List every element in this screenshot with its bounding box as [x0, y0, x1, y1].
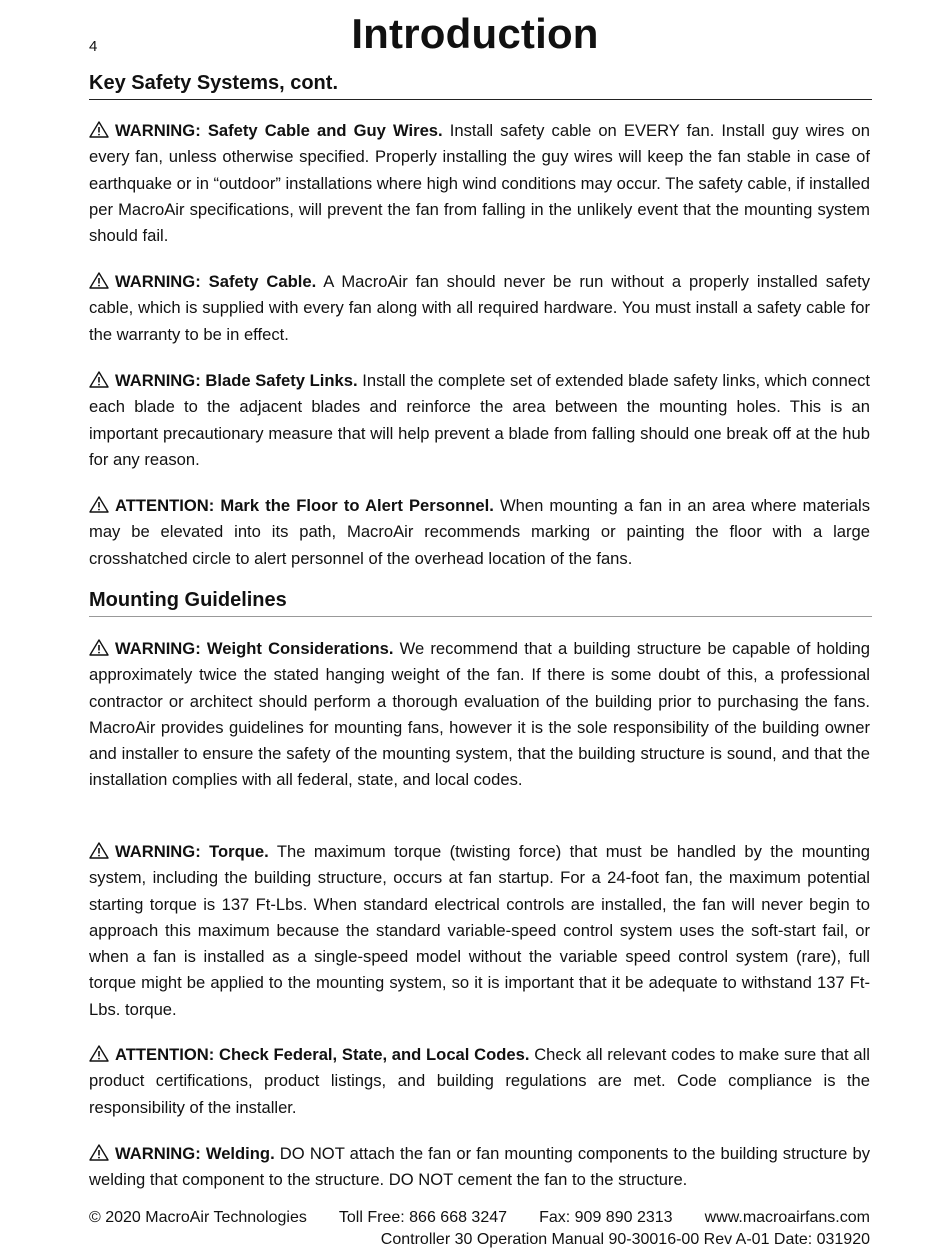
warning-triangle-icon [89, 1044, 109, 1061]
page-title: Introduction [351, 10, 599, 57]
notice-label: ATTENTION: Check Federal, State, and Local Codes. [115, 1045, 530, 1064]
safety-notice-check-codes [89, 1042, 870, 1121]
notice-text: When mounting a fan in an area where materials may be elevated into its path, MacroAir recommends marking or painting the floor with a large crosshatched circle to alert personnel of the overhead location of the fans. [89, 496, 871, 568]
safety-notice-mark-the-floor [89, 493, 870, 572]
section-heading-mounting-guidelines: Mounting Guidelines [89, 589, 872, 617]
notice-text: The maximum torque (twisting force) that must be handled by the mounting system, including the building structure, occurs at fan startup. For a 24-foot fan, the maximum potential starting torque is 137 Ft-Lbs. When standard electrical controls are installed, the fan will never begin to approach this maximum because the standard variable-speed control system uses the soft-start fail, or when a fan is installed as a single-speed model without the variable speed control system (rare), full torque might be applied to the mounting system, so it is important that it be adequate to withstand 137 Ft-Lbs. torque. [89, 842, 870, 1019]
warning-triangle-icon [89, 1143, 109, 1160]
warning-triangle-icon [89, 495, 109, 512]
footer-manual-info: Controller 30 Operation Manual 90-30016-00 Rev A-01 Date: 031920 [380, 1231, 870, 1248]
notice-text: Install the complete set of extended blade safety links, which connect each blade to the adjacent blades and reinforce the area between the mounting holes. This is an important precautionary measure that will help prevent a blade from falling should one break off at the hub for any reason. [89, 371, 871, 469]
footer-website: www.macroairfans.com [704, 1209, 870, 1226]
notice-label: WARNING: Torque. [115, 842, 269, 861]
notice-text: A MacroAir fan should never be run without a properly installed safety cable, which is supplied with every fan along with all required hardware. You must install a safety cable for the warranty to be in effect. [89, 272, 871, 344]
safety-notice-torque [89, 839, 870, 1023]
footer-contact-line [89, 1209, 870, 1227]
safety-notice-weight-considerations [89, 636, 870, 794]
notice-text: Check all relevant codes to make sure that all product certifications, product listings, and building regulations are met. Code compliance is the responsibility of the installer. [89, 1045, 870, 1117]
notice-text: DO NOT attach the fan or fan mounting components to the building structure by welding that component to the structure. DO NOT cement the fan to the structure. [89, 1144, 871, 1190]
warning-triangle-icon [89, 370, 109, 387]
page-number: 4 [89, 38, 98, 55]
notice-label: WARNING: Safety Cable. [115, 272, 317, 291]
footer-toll-free: Toll Free: 866 668 3247 [338, 1209, 508, 1226]
warning-triangle-icon [89, 120, 109, 137]
warning-triangle-icon [89, 638, 109, 655]
notice-text: We recommend that a building structure be capable of holding approximately twice the stated hanging weight of the fan. If there is some doubt of this, a professional contractor or architect should perform a thorough evaluation of the building prior to purchasing the fans. MacroAir provides guidelines for mounting fans, however it is the sole responsibility of the building owner and installer to ensure the safety of the mounting system, that the building structure is sound, and that the installation complies with all federal, state, and local codes. [89, 639, 870, 790]
footer-copyright: © 2020 MacroAir Technologies [89, 1209, 307, 1226]
footer-fax: Fax: 909 890 2313 [539, 1209, 673, 1226]
safety-notice-blade-safety-links [89, 368, 870, 473]
safety-notice-safety-cable-guy-wires [89, 118, 870, 249]
notice-text: Install safety cable on EVERY fan. Install guy wires on every fan, unless otherwise specified. Properly installing the guy wires will keep the fan stable in case of earthquake or in “outdoor” installations where high wind conditions may occur. The safety cable, if installed per MacroAir specifications, will prevent the fan from falling in the unlikely event that the mounting system should fail. [89, 121, 870, 246]
notice-label: WARNING: Blade Safety Links. [115, 371, 358, 390]
safety-notice-welding [89, 1141, 870, 1194]
notice-label: ATTENTION: Mark the Floor to Alert Personnel. [115, 496, 494, 515]
notice-label: WARNING: Weight Considerations. [115, 639, 394, 658]
notice-label: WARNING: Safety Cable and Guy Wires. [115, 121, 443, 140]
safety-notice-safety-cable [89, 269, 870, 348]
warning-triangle-icon [89, 271, 109, 288]
section-heading-key-safety-systems: Key Safety Systems, cont. [89, 72, 872, 100]
notice-label: WARNING: Welding. [115, 1144, 275, 1163]
warning-triangle-icon [89, 841, 109, 858]
